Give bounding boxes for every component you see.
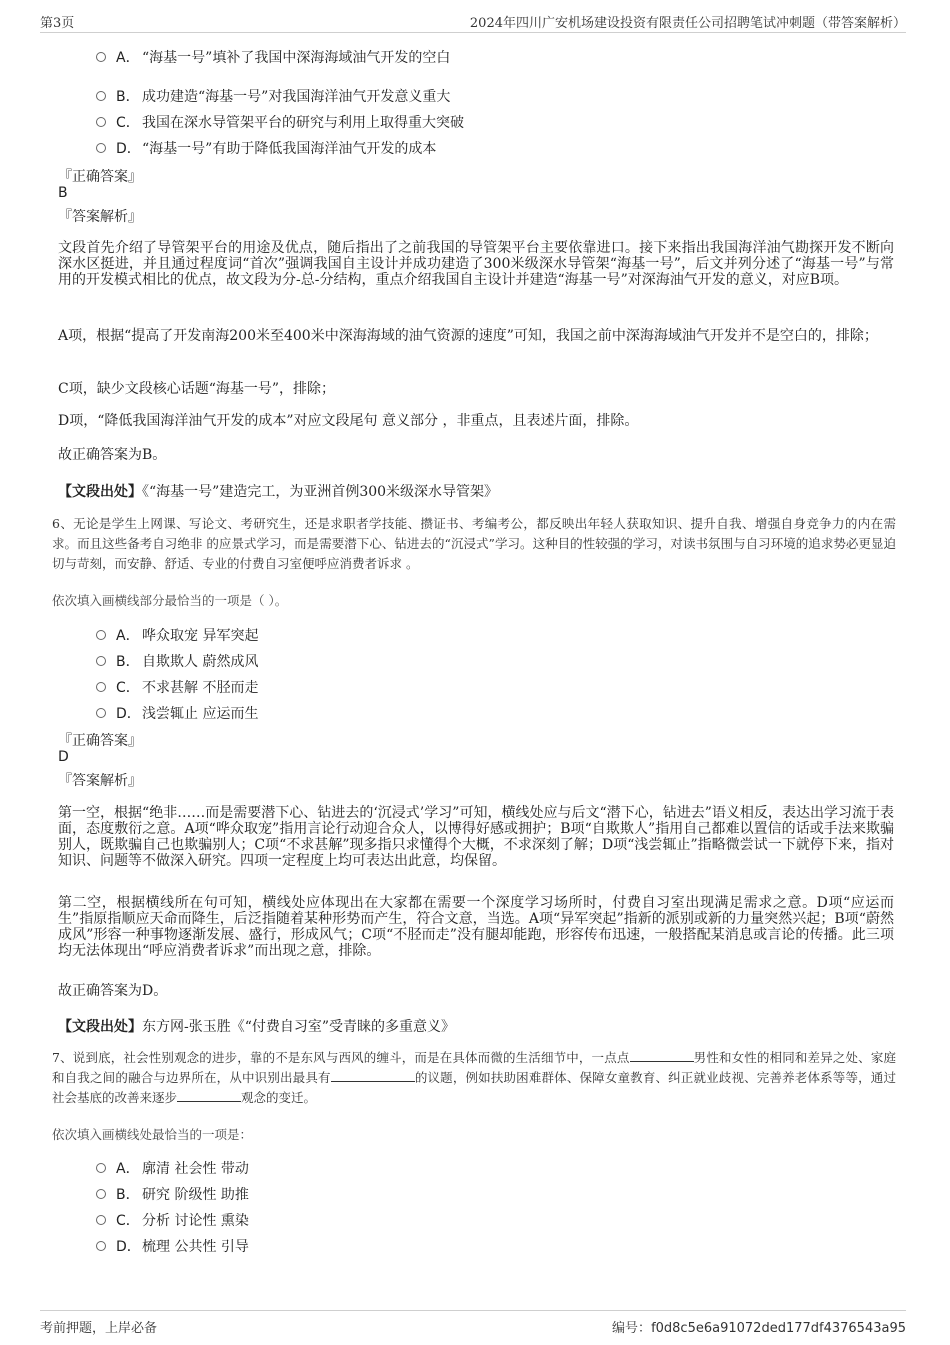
radio-icon[interactable] — [96, 630, 106, 640]
q6-prompt: 依次填入画横线部分最恰当的一项是（ ）。 — [52, 593, 288, 608]
document-code: 编号：f0d8c5e6a91072ded177df4376543a95 — [612, 1321, 906, 1336]
q7-option-a[interactable]: A． 廓清 社会性 带动 — [96, 1158, 249, 1180]
q5-analysis-para-1: 文段首先介绍了导管架平台的用途及优点，随后指出了之前我国的导管架平台主要依靠进口。接下来指出我国海洋油气勘探开发不断向深水区挺进，并且通过程度词“首次”强调我国自主设计并成功建造了300米级深水导管架“海基一号”，后文并列分述了“海基一号”与常用的开发模式相比的优点，故文段为分-总-分结构，重点介绍我国自主设计并建造“海基一号”对深海油气开发的意义，对应B项。 — [58, 240, 894, 288]
q5-source: 【文段出处】《“海基一号”建造完工，为亚洲首例300米级深水导管架》 — [58, 484, 499, 500]
radio-icon[interactable] — [96, 682, 106, 692]
q7-option-b[interactable]: B． 研究 阶级性 助推 — [96, 1184, 249, 1206]
q5-option-d[interactable]: D．“海基一号”有助于降低我国海洋油气开发的成本 — [96, 138, 436, 160]
q7-prompt: 依次填入画横线处最恰当的一项是： — [52, 1127, 253, 1142]
footer-slogan: 考前押题，上岸必备 — [40, 1321, 158, 1336]
q6-analysis-label: 『答案解析』 — [58, 773, 142, 789]
radio-icon[interactable] — [96, 52, 106, 62]
q5-analysis-para-3: C项，缺少文段核心话题“海基一号”，排除； — [58, 381, 336, 397]
radio-icon[interactable] — [96, 708, 106, 718]
radio-icon[interactable] — [96, 1189, 106, 1199]
q5-option-a[interactable]: A． “海基一号”填补了我国中深海海域油气开发的空白 — [96, 47, 450, 69]
q6-analysis-para-2: 第二空，根据横线所在句可知，横线处应体现出在大家都在需要一个深度学习场所时，付费自习室出现满足需求之意。D项“应运而生”指原指顺应天命而降生，后泛指随着某种形势而产生，符合文意，当选。A项“异军突起”指新的派别或新的力量突然兴起；B项“蔚然成风”形容一种事物逐渐发展、盛行，形成风气；C项“不胫而走”没有腿却能跑，形容传布迅速，一般搭配某消息或言论的传播。此三项均无法体现出“呼应消费者诉求”而出现之意，排除。 — [58, 895, 894, 959]
q6-option-a[interactable]: A． 哗众取宠 异军突起 — [96, 625, 258, 647]
radio-icon[interactable] — [96, 91, 106, 101]
radio-icon[interactable] — [96, 117, 106, 127]
q7-option-c[interactable]: C． 分析 讨论性 熏染 — [96, 1210, 249, 1232]
document-title: 2024年四川广安机场建设投资有限责任公司招聘笔试冲刺题（带答案解析） — [469, 16, 906, 31]
q5-analysis-para-5: 故正确答案为B。 — [58, 447, 167, 463]
q6-option-c[interactable]: C． 不求甚解 不胫而走 — [96, 677, 258, 699]
radio-icon[interactable] — [96, 1241, 106, 1251]
q7-question: 7、说到底，社会性别观念的进步，靠的不是东风与西风的缠斗，而是在具体而微的生活细节中，一点点 男性和女性的相同和差异之处、家庭和自我之间的融合与边界所在，从中识别出最具有 的议题，例如扶助困难群体、保障女童教育、纠正就业歧视、完善养老体系等等，通过社会基底的改善来逐步 观念的变迁。 — [52, 1050, 896, 1105]
radio-icon[interactable] — [96, 1215, 106, 1225]
q6-question: 6、无论是学生上网课、写论文、考研究生，还是求职者学技能、攒证书、考编考公，都反映出年轻人获取知识、提升自我、增强自身竞争力的内在需求。而且这些备考自习绝非 的应景式学习，而是需要潜下心、钻进去的“沉浸式”学习。这种目的性较强的学习，对读书氛围与自习环境的追求势必更显迫切与苛刻，而安静、舒适、专业的付费自习室便呼应消费者诉求 。 — [52, 516, 896, 571]
page-number: 第3页 — [40, 16, 75, 31]
q6-correct-label: 『正确答案』 — [58, 733, 142, 749]
q5-option-b[interactable]: B． 成功建造“海基一号”对我国海洋油气开发意义重大 — [96, 86, 450, 108]
q7-option-d[interactable]: D．梳理 公共性 引导 — [96, 1236, 249, 1258]
q5-analysis-label: 『答案解析』 — [58, 209, 142, 225]
radio-icon[interactable] — [96, 143, 106, 153]
q5-correct-label: 『正确答案』 — [58, 169, 142, 185]
q5-analysis-para-4: D项，“降低我国海洋油气开发的成本”对应文段尾句 意义部分 ，非重点，且表述片面，排除。 — [58, 413, 639, 429]
q6-source: 【文段出处】东方网-张玉胜《“付费自习室”受青睐的多重意义》 — [58, 1019, 456, 1035]
blank-3 — [177, 1089, 241, 1102]
q6-analysis-para-3: 故正确答案为D。 — [58, 983, 168, 999]
radio-icon[interactable] — [96, 656, 106, 666]
page-footer — [40, 1310, 906, 1337]
q5-answer: B — [58, 185, 68, 201]
q6-option-b[interactable]: B． 自欺欺人 蔚然成风 — [96, 651, 258, 673]
blank-2 — [331, 1069, 415, 1082]
page-header — [40, 10, 906, 33]
blank-1 — [630, 1049, 694, 1062]
q6-analysis-para-1: 第一空，根据“绝非……而是需要潜下心、钻进去的‘沉浸式’学习”可知，横线处应与后文“潜下心，钻进去”语义相反，表达出学习流于表面，态度敷衍之意。A项“哗众取宠”指用言论行动迎合众人，以博得好感或拥护；B项“自欺欺人”指用自己都难以置信的话或手法来欺骗别人，既欺骗自己也欺骗别人；C项“不求甚解”现多指只求懂得个大概，不求深刻了解；D项“浅尝辄止”指略微尝试一下就停下来，指对知识、问题等不做深入研究。四项一定程度上均可表达出此意，均保留。 — [58, 805, 894, 869]
q5-option-c[interactable]: C． 我国在深水导管架平台的研究与利用上取得重大突破 — [96, 112, 464, 134]
q6-option-d[interactable]: D．浅尝辄止 应运而生 — [96, 703, 258, 725]
radio-icon[interactable] — [96, 1163, 106, 1173]
q6-answer: D — [58, 749, 69, 765]
q5-analysis-para-2: A项，根据“提高了开发南海200米至400米中深海海域的油气资源的速度”可知，我国之前中深海海域油气开发并不是空白的，排除； — [58, 328, 878, 344]
